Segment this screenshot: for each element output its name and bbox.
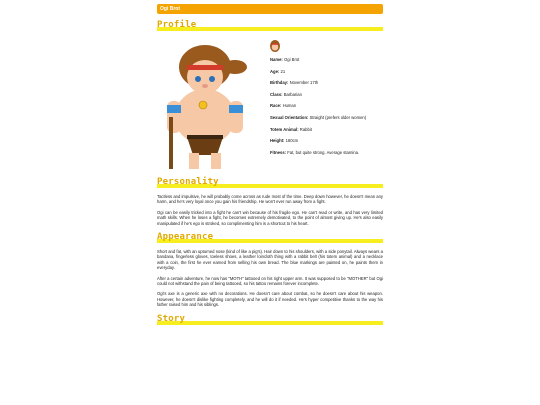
section-heading-appearance: Appearance bbox=[157, 232, 383, 243]
profile-row-birthday: Birthday: November 17th bbox=[270, 80, 319, 86]
profile-row-height: Height: 160cm bbox=[270, 138, 299, 144]
character-avatar-icon bbox=[270, 39, 280, 51]
profile-row-totem-animal: Totem Animal: Rabbit bbox=[270, 126, 312, 132]
page-title: Ogi Brot bbox=[160, 6, 180, 12]
profile-row-race: Race: Human bbox=[270, 103, 297, 109]
paragraph: Tactless and impulsive, he will probably come across as rude most of the time. Deep down however, he doesn't mean any harm, and he's very loyal once you gain his friendship. He won't ever run away from a fight. bbox=[157, 194, 383, 205]
title-bar bbox=[157, 4, 383, 14]
paragraph: After a certain adventure, he now has "MOTH" tattooed on his right upper arm. It was supposed to be "MOTHER" but Ogi could not withstand the pain of being tattooed, so his tattoo remains forever incomplete. bbox=[157, 275, 383, 287]
profile-info bbox=[265, 37, 383, 171]
section-heading-personality: Personality bbox=[157, 177, 383, 188]
section-heading-profile: Profile bbox=[157, 20, 383, 31]
profile-row-fitness: Fitness: Fat, but quite strong. Average stamina. bbox=[270, 149, 360, 155]
paragraph: Short and fat, with an upturned nose (kind of like a pig's). Hair down to his shoulders, with a side ponytail. Always wears a bandana, fingerless gloves, toeless shoes, a leather loincloth thing with a rabbit belt (his totem animal) and a necklace with a coin, the first he ever earned from selling his own bread. The blue markings are painted on, he paints them in everyday. bbox=[157, 249, 383, 271]
profile-row-class: Class: Barbarian bbox=[270, 91, 302, 97]
profile-row-sexual-orientation: Sexual Orientation: Straight (prefers older women) bbox=[270, 114, 367, 120]
paragraph: Ogi can be easily tricked into a fight he can't win because of his fragile ego. He can't read or write, and has very limited math skills. When he loses a fight, he becomes extremely demotivated, to the point of almost giving up. He's also easily manipulated if he's ego is stroked, so complimenting him is a shortcut to his heart. bbox=[157, 209, 383, 226]
section-heading-story: Story bbox=[157, 314, 383, 325]
character-portrait bbox=[157, 37, 265, 171]
page bbox=[157, 0, 383, 325]
personality-text bbox=[157, 194, 383, 226]
paragraph: Ogi's axe is a generic axe with no decorations. He doesn't care about combat, so he doesn't care about his weapon. However, he doesn't dislike fighting completely, and he will do it if needed. He's hyper competitive thanks to the way his father raised him and his siblings. bbox=[157, 291, 383, 308]
profile-row-name: Name: Ogi Brot bbox=[270, 57, 300, 62]
profile-row-age: Age: 21 bbox=[270, 68, 286, 74]
profile-section bbox=[157, 37, 383, 171]
appearance-text bbox=[157, 249, 383, 308]
